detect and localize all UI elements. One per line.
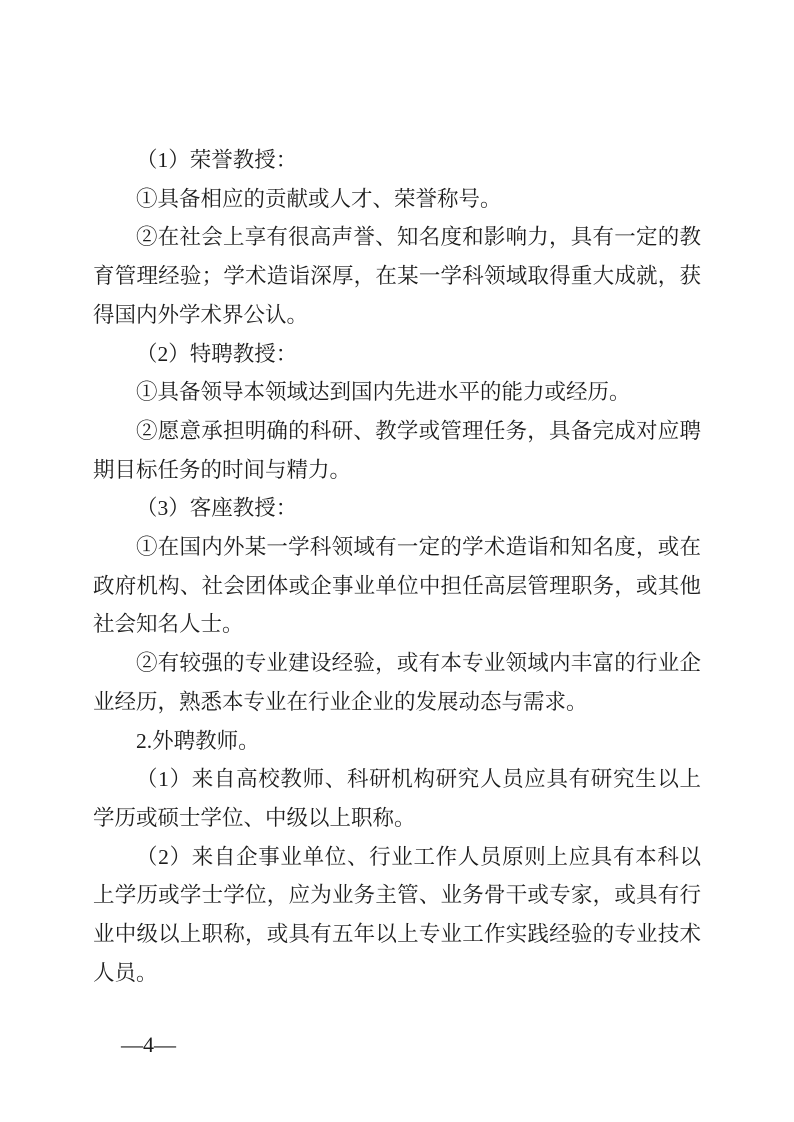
page-number: —4— [121,1032,176,1057]
paragraph: （2）来自企事业单位、行业工作人员原则上应具有本科以上学历或学士学位，应为业务主管、业务骨干或专家，或具有行业中级以上职称，或具有五年以上专业工作实践经验的专业技术人员。 [93,844,701,985]
paragraph: ①在国内外某一学科领域有一定的学术造诣和知名度，或在政府机构、社会团体或企事业单位中担任高层管理职务，或其他社会知名人士。 [93,535,701,637]
paragraph: ①具备领导本领域达到国内先进水平的能力或经历。 [136,380,631,405]
paragraph: ②在社会上享有很高声誉、知名度和影响力，具有一定的教育管理经验；学术造诣深厚，在某一学科领域取得重大成就，获得国内外学术界公认。 [93,225,701,327]
paragraph: （3）客座教授： [136,496,298,521]
paragraph: 2.外聘教师。 [136,728,260,753]
paragraph: （1）来自高校教师、科研机构研究人员应具有研究生以上学历或硕士学位、中级以上职称。 [93,767,701,830]
paragraph: ②有较强的专业建设经验，或有本专业领域内丰富的行业企业经历，熟悉本专业在行业企业的发展动态与需求。 [93,651,701,714]
document-body [93,141,701,992]
paragraph: （1）荣誉教授： [136,148,298,172]
paragraph: ①具备相应的贡献或人才、荣誉称号。 [136,186,502,211]
paragraph: ②愿意承担明确的科研、教学或管理任务，具备完成对应聘期目标任务的时间与精力。 [93,418,701,482]
paragraph: （2）特聘教授： [136,341,298,366]
